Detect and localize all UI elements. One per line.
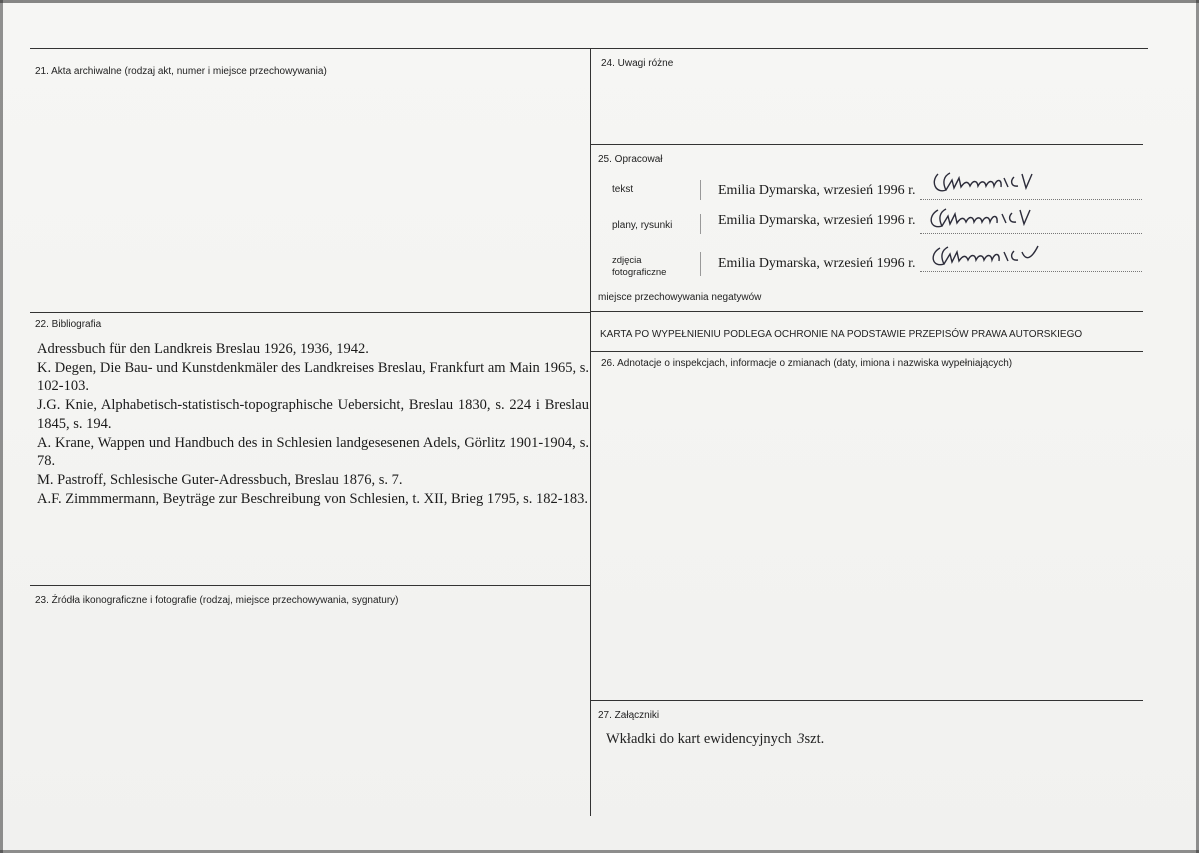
- attachments-suffix: szt.: [804, 731, 825, 747]
- attachments-value: [606, 731, 824, 748]
- attachments-count: 3: [797, 731, 805, 747]
- credit-plans: Emilia Dymarska, wrzesień 1996 r.: [718, 213, 916, 228]
- section-21-label: 21. Akta archiwalne (rodzaj akt, numer i miejsce przechowywania): [35, 66, 327, 77]
- section-22-label: 22. Bibliografia: [35, 319, 102, 330]
- rule-25-copyright: [591, 311, 1143, 312]
- row-label-photos-2: fotograficzne: [612, 267, 667, 278]
- copyright-notice: KARTA PO WYPEŁNIENIU PODLEGA OCHRONIE NA PODSTAWIE PRZEPISÓW PRAWA AUTORSKIEGO: [600, 329, 1083, 340]
- section-23-label: 23. Źródła ikonograficzne i fotografie (rodzaj, miejsce przechowywania, sygnatury): [35, 595, 399, 606]
- rule-26-27: [591, 700, 1143, 701]
- credit-photos: Emilia Dymarska, wrzesień 1996 r.: [718, 256, 916, 271]
- row-tick: [700, 252, 701, 276]
- bibliography-entry: M. Pastroff, Schlesische Guter-Adressbuch, Breslau 1876, s. 7.: [37, 471, 403, 488]
- section-27-label: 27. Załączniki: [598, 710, 660, 721]
- row-label-photos-1: zdjęcia: [612, 255, 642, 266]
- attachments-prefix: Wkładki do kart ewidencyjnych: [606, 731, 792, 747]
- row-tick: [700, 180, 701, 200]
- bibliography-entry: J.G. Knie, Alphabetisch-statistisch-topographische Uebersicht, Breslau 1830, s. 224 i Breslau 1845, s. 194.: [37, 397, 589, 432]
- top-rule: [30, 48, 1148, 49]
- bibliography-entry: K. Degen, Die Bau- und Kunstdenkmäler des Landkreises Breslau, Frankfurt am Main 1965, s. 102-103.: [37, 359, 589, 395]
- signature-3: [926, 242, 1046, 272]
- signature-2: [924, 204, 1034, 234]
- negatives-location-label: miejsce przechowywania negatywów: [598, 292, 762, 303]
- bibliography-entry: Adressbuch für den Landkreis Breslau 1926, 1936, 1942.: [37, 341, 369, 357]
- bibliography-list: [37, 340, 589, 508]
- row-tick: [700, 214, 701, 234]
- bibliography-entry: A. Krane, Wappen und Handbuch des in Schlesien landgesesenen Adels, Görlitz 1901-1904, s. 78.: [37, 434, 589, 470]
- section-25-label: 25. Opracował: [598, 154, 663, 165]
- signature-1: [928, 168, 1038, 200]
- rule-22-23: [30, 585, 590, 586]
- rule-24-25: [591, 144, 1143, 145]
- credit-text: Emilia Dymarska, wrzesień 1996 r.: [718, 183, 916, 198]
- rule-21-22: [30, 312, 590, 313]
- section-24-label: 24. Uwagi różne: [601, 58, 674, 69]
- scan-edge-left: [0, 0, 3, 853]
- row-label-text: tekst: [612, 184, 634, 195]
- scan-edge-top: [0, 0, 1199, 3]
- section-26-label: 26. Adnotacje o inspekcjach, informacje o zmianach (daty, imiona i nazwiska wypełniających): [601, 358, 1013, 369]
- bibliography-entry: A.F. Zimmmermann, Beyträge zur Beschreibung von Schlesien, t. XII, Brieg 1795, s. 182-183.: [37, 490, 588, 507]
- rule-copyright-26: [591, 351, 1143, 352]
- row-label-plans: plany, rysunki: [612, 220, 673, 231]
